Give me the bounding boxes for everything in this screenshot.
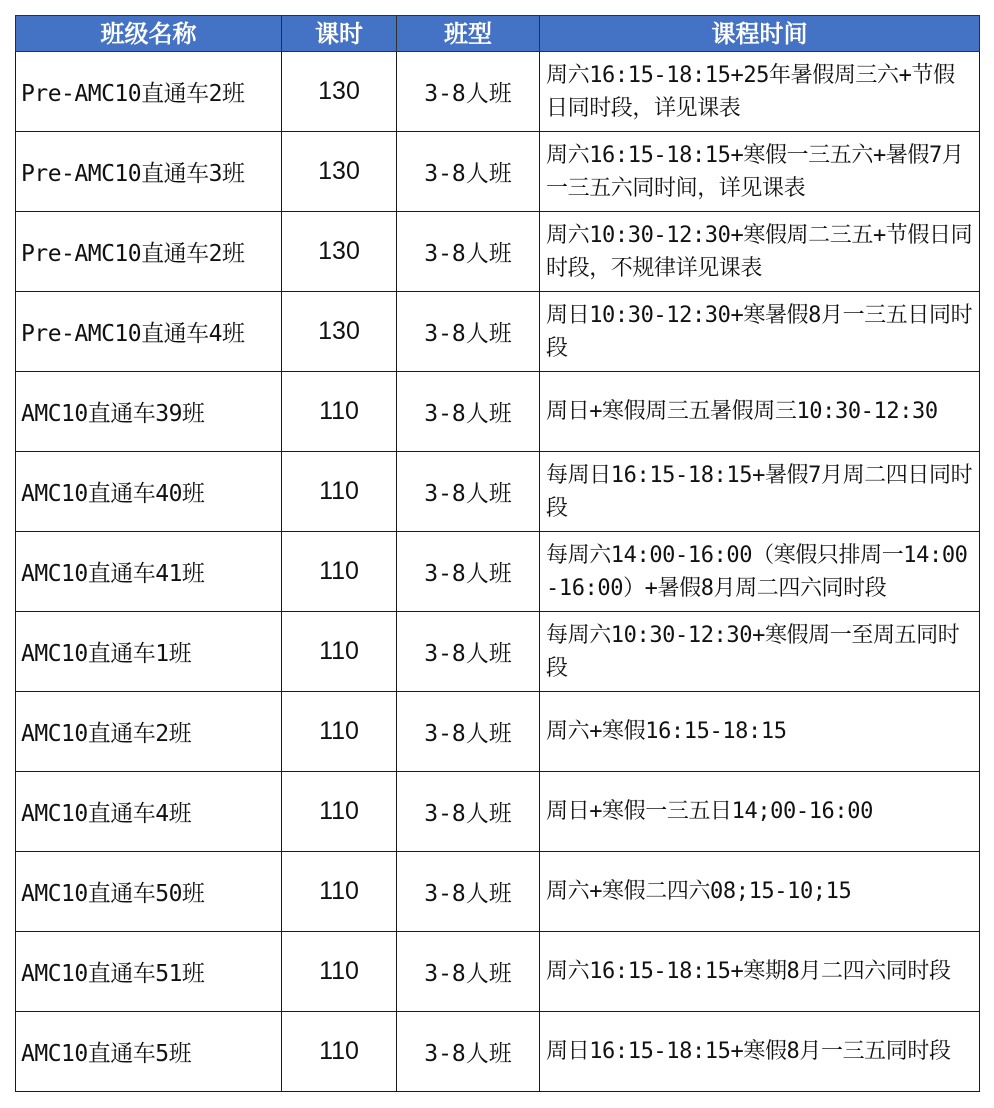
schedule-text: 周日10:30-12:30+寒暑假8月一三五日同时段 (546, 302, 973, 361)
cell-schedule (540, 212, 980, 292)
cell-class-type: 3-8人班 (397, 132, 540, 212)
schedule-text: 周六+寒假16:15-18:15 (546, 719, 787, 744)
cell-hours: 110 (282, 532, 397, 612)
cell-hours: 110 (282, 452, 397, 532)
cell-hours: 130 (282, 132, 397, 212)
cell-class-name: AMC10直通车50班 (16, 852, 282, 932)
cell-class-type: 3-8人班 (397, 932, 540, 1012)
cell-class-name: Pre-AMC10直通车2班 (16, 212, 282, 292)
schedule-text: 周六16:15-18:15+寒期8月二四六同时段 (546, 959, 951, 984)
cell-schedule (540, 1012, 980, 1092)
table-row (16, 612, 980, 692)
header-class-type: 班型 (397, 16, 540, 52)
cell-schedule (540, 532, 980, 612)
cell-hours: 130 (282, 52, 397, 132)
cell-class-name: Pre-AMC10直通车3班 (16, 132, 282, 212)
cell-hours: 130 (282, 212, 397, 292)
table-row (16, 1012, 980, 1092)
schedule-text: 周六16:15-18:15+寒假一三五六+暑假7月一三五六同时间，详见课表 (546, 142, 964, 201)
schedule-text: 周日16:15-18:15+寒假8月一三五同时段 (546, 1039, 951, 1064)
schedule-text: 周六16:15-18:15+25年暑假周三六+节假日同时段，详见课表 (546, 62, 955, 121)
cell-class-type: 3-8人班 (397, 1012, 540, 1092)
table-row (16, 452, 980, 532)
cell-schedule (540, 692, 980, 772)
cell-class-type: 3-8人班 (397, 212, 540, 292)
cell-schedule (540, 52, 980, 132)
cell-class-type: 3-8人班 (397, 52, 540, 132)
header-row (16, 16, 980, 52)
table-row (16, 372, 980, 452)
cell-hours: 110 (282, 372, 397, 452)
cell-class-type: 3-8人班 (397, 292, 540, 372)
cell-class-name: AMC10直通车2班 (16, 692, 282, 772)
cell-class-name: AMC10直通车40班 (16, 452, 282, 532)
table-body (16, 52, 980, 1092)
schedule-text: 周六+寒假二四六08;15-10;15 (546, 879, 852, 904)
cell-hours: 110 (282, 932, 397, 1012)
cell-schedule (540, 132, 980, 212)
cell-hours: 110 (282, 1012, 397, 1092)
cell-schedule (540, 292, 980, 372)
table-row (16, 932, 980, 1012)
schedule-text: 每周六14:00-16:00（寒假只排周一14:00-16:00）+暑假8月周二四六同时段 (546, 542, 968, 601)
cell-hours: 130 (282, 292, 397, 372)
cell-class-name: AMC10直通车5班 (16, 1012, 282, 1092)
schedule-text: 每周六10:30-12:30+寒假周一至周五同时段 (546, 622, 960, 681)
table-row (16, 852, 980, 932)
cell-class-name: Pre-AMC10直通车2班 (16, 52, 282, 132)
table-row (16, 532, 980, 612)
header-hours: 课时 (282, 16, 397, 52)
class-schedule-table (15, 15, 980, 1092)
table-row (16, 132, 980, 212)
header-schedule-time: 课程时间 (540, 16, 980, 52)
cell-class-name: AMC10直通车39班 (16, 372, 282, 452)
cell-class-type: 3-8人班 (397, 772, 540, 852)
table-row (16, 212, 980, 292)
table-row (16, 52, 980, 132)
cell-class-type: 3-8人班 (397, 532, 540, 612)
cell-class-name: AMC10直通车4班 (16, 772, 282, 852)
cell-class-name: AMC10直通车1班 (16, 612, 282, 692)
schedule-text: 周六10:30-12:30+寒假周二三五+节假日同时段，不规律详见课表 (546, 222, 973, 281)
cell-class-name: AMC10直通车41班 (16, 532, 282, 612)
cell-schedule (540, 852, 980, 932)
cell-class-type: 3-8人班 (397, 692, 540, 772)
cell-class-type: 3-8人班 (397, 612, 540, 692)
cell-hours: 110 (282, 612, 397, 692)
table-header (16, 16, 980, 52)
cell-hours: 110 (282, 852, 397, 932)
table-row (16, 692, 980, 772)
cell-class-type: 3-8人班 (397, 372, 540, 452)
cell-hours: 110 (282, 772, 397, 852)
cell-class-name: AMC10直通车51班 (16, 932, 282, 1012)
cell-schedule (540, 372, 980, 452)
cell-schedule (540, 612, 980, 692)
cell-hours: 110 (282, 692, 397, 772)
cell-class-type: 3-8人班 (397, 452, 540, 532)
cell-class-type: 3-8人班 (397, 852, 540, 932)
cell-schedule (540, 932, 980, 1012)
cell-class-name: Pre-AMC10直通车4班 (16, 292, 282, 372)
table-row (16, 772, 980, 852)
schedule-text: 周日+寒假周三五暑假周三10:30-12:30 (546, 399, 938, 424)
header-class-name: 班级名称 (16, 16, 282, 52)
cell-schedule (540, 452, 980, 532)
table-row (16, 292, 980, 372)
schedule-text: 每周日16:15-18:15+暑假7月周二四日同时段 (546, 462, 973, 521)
cell-schedule (540, 772, 980, 852)
schedule-text: 周日+寒假一三五日14;00-16:00 (546, 799, 873, 824)
